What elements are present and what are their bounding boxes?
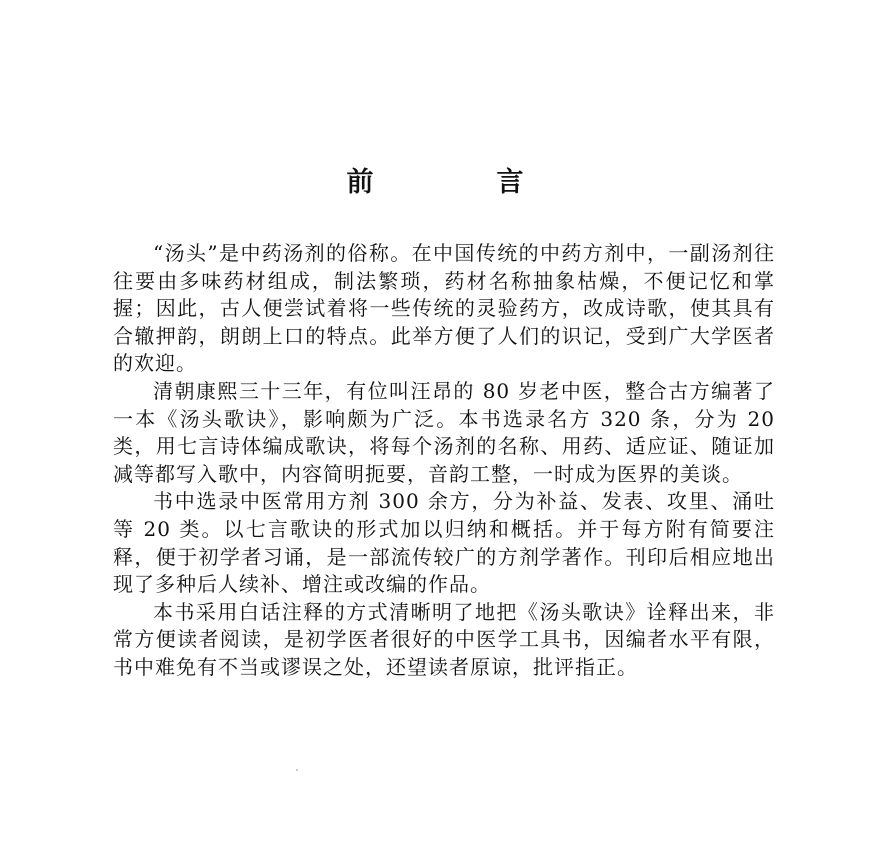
paragraph-1: “汤头”是中药汤剂的俗称。在中国传统的中药方剂中，一副汤剂往往要由多味药材组成，制法繁琐，药材名称抽象枯燥，不便记忆和掌握；因此，古人便尝试着将一些传统的灵验药方，改成诗歌，使其具有合辙押韵，朗朗上口的特点。此举方便了人们的识记，受到广大学医者的欢迎。 bbox=[113, 241, 775, 376]
preface-body bbox=[113, 240, 775, 682]
paragraph-2: 清朝康熙三十三年，有位叫汪昂的 80 岁老中医，整合古方编著了一本《汤头歌诀》，影响颇为广泛。本书选录名方 320 条，分为 20 类，用七言诗体编成歌诀，将每个汤剂的名称、用药、适应证、随证加减等都写入歌中，内容简明扼要，音韵工整，一时成为医界的美谈。 bbox=[113, 378, 775, 486]
paragraph-3: 书中选录中医常用方剂 300 余方，分为补益、发表、攻里、涌吐等 20 类。以七言歌诀的形式加以归纳和概括。并于每方附有简要注释，便于初学者习诵，是一部流传较广的方剂学著作。刊印后相应地出现了多种后人续补、增注或改编的作品。 bbox=[113, 489, 775, 597]
scan-speck bbox=[296, 769, 298, 771]
paragraph-4: 本书采用白话注释的方式清晰明了地把《汤头歌诀》诠释出来，非常方便读者阅读，是初学医者很好的中医学工具书，因编者水平有限，书中难免有不当或谬误之处，还望读者原谅，批评指正。 bbox=[113, 599, 775, 679]
page-title: 前 言 bbox=[346, 167, 572, 198]
